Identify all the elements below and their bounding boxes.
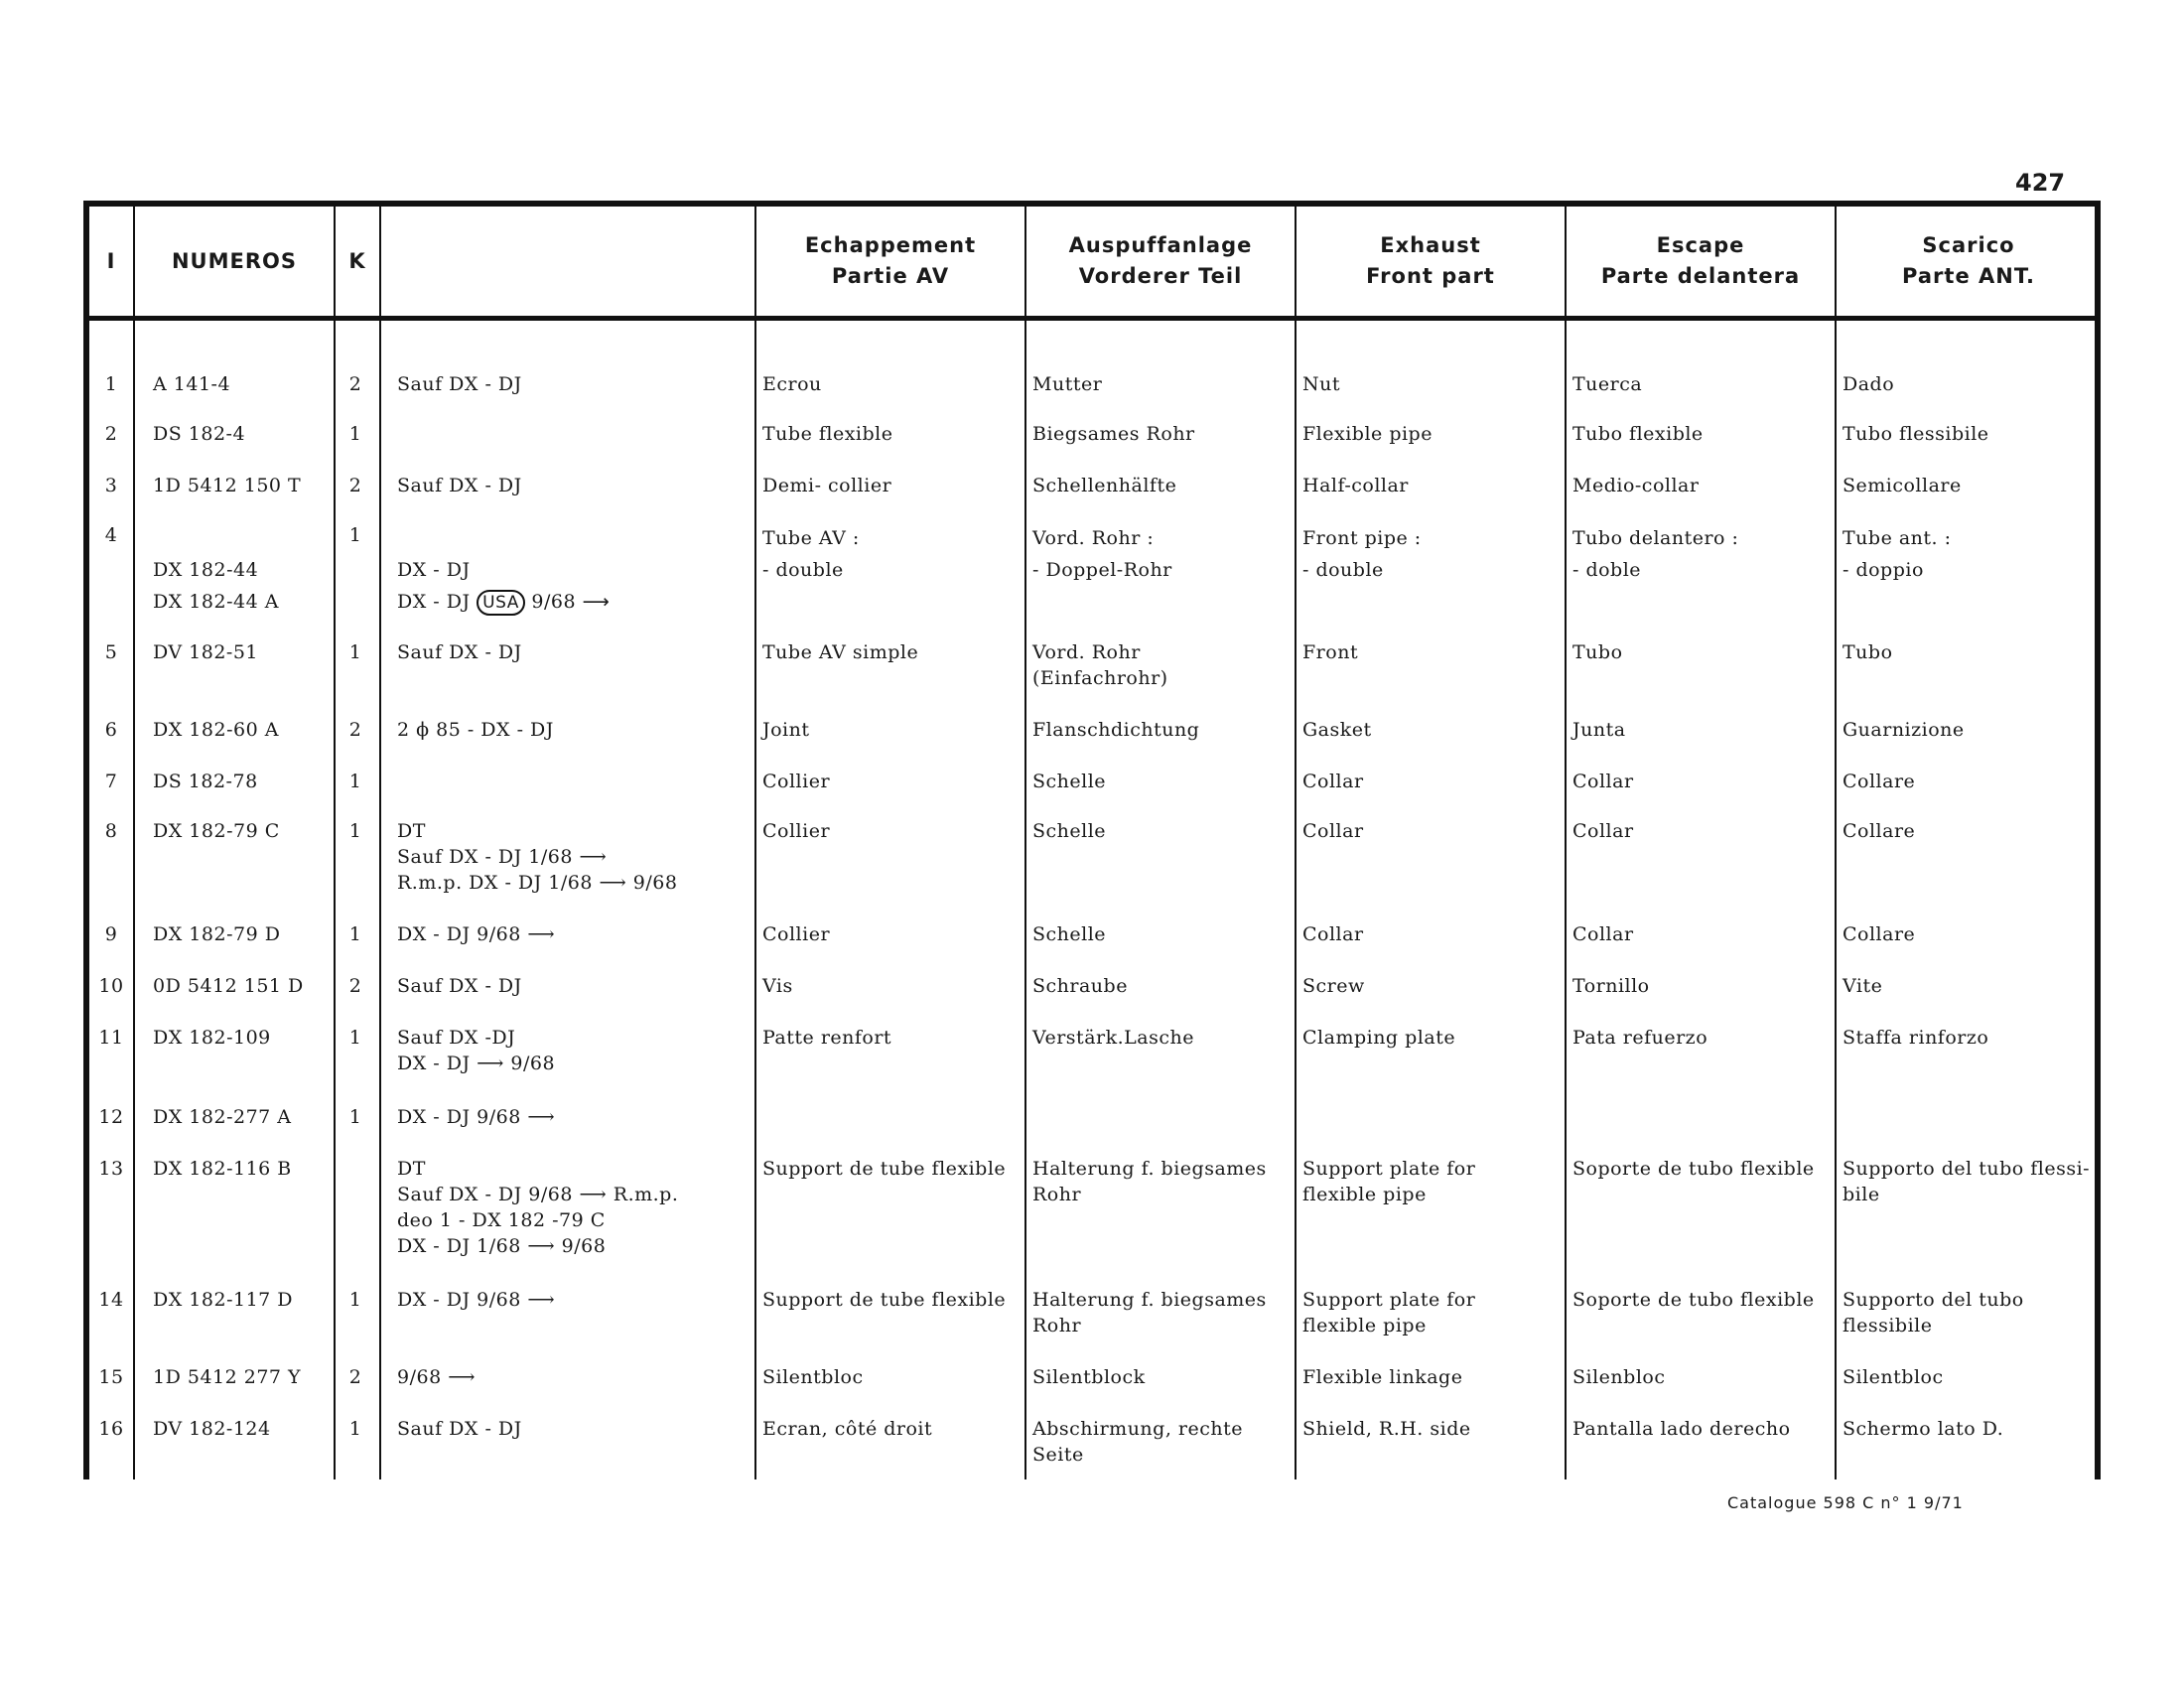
desc-german: Halterung f. biegsames Rohr xyxy=(1032,1289,1267,1336)
row-index: 7 xyxy=(104,771,118,792)
desc-german: Mutter xyxy=(1032,373,1103,395)
header-english: Exhaust Front part xyxy=(1366,233,1495,288)
desc-italian: Vite xyxy=(1843,975,1883,997)
header-index: I xyxy=(106,248,116,273)
quantity: 1 xyxy=(348,524,362,546)
desc-english: Screw xyxy=(1302,975,1365,997)
part-number: DX 182-109 xyxy=(153,1027,271,1049)
desc-french: Ecran, côté droit xyxy=(762,1418,933,1440)
row-index: 3 xyxy=(104,475,118,496)
parts-table xyxy=(83,201,2101,1479)
desc-spanish: Collar xyxy=(1572,771,1634,792)
part-number: DS 182-78 xyxy=(153,771,258,792)
desc-german: Vord. Rohr (Einfachrohr) xyxy=(1032,641,1168,689)
row-index: 11 xyxy=(98,1027,124,1049)
desc-french: Silentbloc xyxy=(762,1366,864,1388)
quantity: 2 xyxy=(348,475,362,496)
desc-english: Support plate for flexible pipe xyxy=(1302,1289,1476,1336)
row-index: 13 xyxy=(98,1158,124,1180)
part-number: DX 182-79 D xyxy=(153,923,281,945)
part-number: DX 182-79 C xyxy=(153,820,280,842)
quantity: 1 xyxy=(348,771,362,792)
desc-french: Joint xyxy=(762,719,810,741)
page-number: 427 xyxy=(2015,169,2066,197)
desc-italian: Tubo xyxy=(1843,641,1893,663)
column-rule xyxy=(334,207,336,1479)
desc-french: Tube AV simple xyxy=(762,641,919,663)
desc-german: Schellenhälfte xyxy=(1032,475,1177,496)
part-number: DX 182-44 DX 182-44 A xyxy=(153,559,279,613)
part-number: A 141-4 xyxy=(153,373,231,395)
header-k: K xyxy=(348,248,366,273)
part-number: DX 182-60 A xyxy=(153,719,279,741)
quantity: 2 xyxy=(348,1366,362,1388)
usa-stamp: USA xyxy=(477,590,525,616)
header-rule xyxy=(89,316,2095,321)
row-index: 6 xyxy=(104,719,118,741)
desc-english: Collar xyxy=(1302,771,1364,792)
quantity: 1 xyxy=(348,820,362,842)
desc-german: Schelle xyxy=(1032,771,1107,792)
desc-english: Nut xyxy=(1302,373,1340,395)
desc-english: Front pipe : - double xyxy=(1302,527,1422,581)
part-number: 1D 5412 277 Y xyxy=(153,1366,302,1388)
desc-spanish: Silenbloc xyxy=(1572,1366,1666,1388)
desc-english: Support plate for flexible pipe xyxy=(1302,1158,1476,1205)
desc-french: Collier xyxy=(762,923,831,945)
desc-french: Vis xyxy=(762,975,793,997)
part-number: DX 182-277 A xyxy=(153,1106,292,1128)
desc-english: Gasket xyxy=(1302,719,1372,741)
applicability: DT Sauf DX - DJ 9/68 ⟶ R.m.p. deo 1 - DX 182 -79 C DX - DJ 1/68 ⟶ 9/68 xyxy=(397,1158,679,1257)
applicability: Sauf DX - DJ xyxy=(397,373,522,395)
row-index: 10 xyxy=(98,975,124,997)
desc-italian: Tubo flessibile xyxy=(1843,423,1989,445)
applicability: 2 ϕ 85 - DX - DJ xyxy=(397,719,554,741)
column-rule xyxy=(379,207,381,1479)
desc-german: Schraube xyxy=(1032,975,1128,997)
applicability-date: 9/68 xyxy=(524,591,583,613)
part-number: 1D 5412 150 T xyxy=(153,475,302,496)
part-number: DX 182-116 B xyxy=(153,1158,292,1180)
desc-italian: Silentbloc xyxy=(1843,1366,1944,1388)
desc-spanish: Tuerca xyxy=(1572,373,1643,395)
desc-english: Flexible pipe xyxy=(1302,423,1433,445)
desc-french: Demi- collier xyxy=(762,475,892,496)
desc-french: Tube AV : - double xyxy=(762,527,860,581)
desc-german: Verstärk.Lasche xyxy=(1032,1027,1194,1049)
desc-italian: Guarnizione xyxy=(1843,719,1965,741)
part-number: DS 182-4 xyxy=(153,423,246,445)
quantity: 2 xyxy=(348,373,362,395)
applicability: DX - DJ 9/68 ⟶ xyxy=(397,923,556,945)
column-rule xyxy=(133,207,135,1479)
desc-german: Silentblock xyxy=(1032,1366,1146,1388)
quantity: 1 xyxy=(348,923,362,945)
desc-english: Clamping plate xyxy=(1302,1027,1456,1049)
desc-italian: Semicollare xyxy=(1843,475,1962,496)
desc-spanish: Junta xyxy=(1572,719,1626,741)
row-index: 12 xyxy=(98,1106,124,1128)
desc-german: Halterung f. biegsames Rohr xyxy=(1032,1158,1267,1205)
desc-french: Patte renfort xyxy=(762,1027,892,1049)
quantity: 1 xyxy=(348,641,362,663)
desc-german: Vord. Rohr : - Doppel-Rohr xyxy=(1032,527,1172,581)
desc-spanish: Medio-collar xyxy=(1572,475,1700,496)
row-index: 5 xyxy=(104,641,118,663)
applicability: Sauf DX - DJ xyxy=(397,975,522,997)
applicability: Sauf DX - DJ xyxy=(397,641,522,663)
quantity: 1 xyxy=(348,423,362,445)
row-index: 4 xyxy=(104,524,118,546)
header-numeros: NUMEROS xyxy=(171,248,298,273)
desc-english: Front xyxy=(1302,641,1359,663)
desc-english: Shield, R.H. side xyxy=(1302,1418,1471,1440)
applicability: Sauf DX - DJ xyxy=(397,475,522,496)
desc-spanish: Collar xyxy=(1572,820,1634,842)
desc-spanish: Soporte de tubo flexible xyxy=(1572,1289,1815,1311)
desc-german: Schelle xyxy=(1032,923,1107,945)
row-index: 1 xyxy=(104,373,118,395)
quantity: 2 xyxy=(348,975,362,997)
desc-italian: Staffa rinforzo xyxy=(1843,1027,1989,1049)
row-index: 14 xyxy=(98,1289,124,1311)
applicability-text: DX - DJ DX - DJ xyxy=(397,559,471,613)
applicability: DX - DJ 9/68 ⟶ xyxy=(397,1106,556,1128)
quantity: 1 xyxy=(348,1106,362,1128)
quantity: 1 xyxy=(348,1027,362,1049)
desc-spanish: Pata refuerzo xyxy=(1572,1027,1708,1049)
desc-german: Flanschdichtung xyxy=(1032,719,1200,741)
desc-spanish: Tubo flexible xyxy=(1572,423,1704,445)
row-index: 2 xyxy=(104,423,118,445)
desc-french: Ecrou xyxy=(762,373,822,395)
applicability: Sauf DX - DJ xyxy=(397,1418,522,1440)
desc-spanish: Soporte de tubo flexible xyxy=(1572,1158,1815,1180)
desc-english: Collar xyxy=(1302,923,1364,945)
desc-italian: Collare xyxy=(1843,820,1916,842)
desc-spanish: Collar xyxy=(1572,923,1634,945)
header-german: Auspuffanlage Vorderer Teil xyxy=(1068,233,1253,288)
row-index: 8 xyxy=(104,820,118,842)
quantity: 1 xyxy=(348,1418,362,1440)
desc-italian: Dado xyxy=(1843,373,1895,395)
desc-italian: Schermo lato D. xyxy=(1843,1418,2004,1440)
desc-italian: Supporto del tubo flessibile xyxy=(1843,1289,2024,1336)
part-number: DX 182-117 D xyxy=(153,1289,294,1311)
desc-italian: Tube ant. : - doppio xyxy=(1843,527,1952,581)
desc-italian: Collare xyxy=(1843,923,1916,945)
header-italian: Scarico Parte ANT. xyxy=(1902,233,2035,288)
header-spanish: Escape Parte delantera xyxy=(1600,233,1801,288)
desc-spanish: Pantalla lado derecho xyxy=(1572,1418,1791,1440)
part-number: 0D 5412 151 D xyxy=(153,975,304,997)
desc-german: Biegsames Rohr xyxy=(1032,423,1195,445)
desc-spanish: Tubo xyxy=(1572,641,1623,663)
desc-french: Support de tube flexible xyxy=(762,1289,1007,1311)
part-number: DV 182-124 xyxy=(153,1418,271,1440)
desc-english: Collar xyxy=(1302,820,1364,842)
applicability: Sauf DX -DJ DX - DJ ⟶ 9/68 xyxy=(397,1027,556,1074)
quantity: 2 xyxy=(348,719,362,741)
desc-italian: Supporto del tubo flessi- bile xyxy=(1843,1158,2091,1205)
catalogue-reference: Catalogue 598 C n° 1 9/71 xyxy=(1727,1493,1964,1512)
row-index: 16 xyxy=(98,1418,124,1440)
desc-german: Abschirmung, rechte Seite xyxy=(1032,1418,1243,1466)
desc-spanish: Tornillo xyxy=(1572,975,1650,997)
desc-french: Support de tube flexible xyxy=(762,1158,1007,1180)
applicability: DT Sauf DX - DJ 1/68 ⟶ R.m.p. DX - DJ 1/68 ⟶ 9/68 xyxy=(397,820,678,894)
row-index: 9 xyxy=(104,923,118,945)
desc-english: Half-collar xyxy=(1302,475,1409,496)
applicability: DX - DJ 9/68 ⟶ xyxy=(397,1289,556,1311)
applicability xyxy=(397,522,824,618)
desc-english: Flexible linkage xyxy=(1302,1366,1463,1388)
desc-spanish: Tubo delantero : - doble xyxy=(1572,527,1739,581)
desc-french: Tube flexible xyxy=(762,423,893,445)
desc-french: Collier xyxy=(762,820,831,842)
part-number: DV 182-51 xyxy=(153,641,259,663)
header-french: Echappement Partie AV xyxy=(804,233,977,288)
desc-italian: Collare xyxy=(1843,771,1916,792)
desc-german: Schelle xyxy=(1032,820,1107,842)
applicability: 9/68 ⟶ xyxy=(397,1366,476,1388)
quantity: 1 xyxy=(348,1289,362,1311)
desc-french: Collier xyxy=(762,771,831,792)
row-index: 15 xyxy=(98,1366,124,1388)
arrow-right-icon: ⟶ xyxy=(582,591,611,613)
